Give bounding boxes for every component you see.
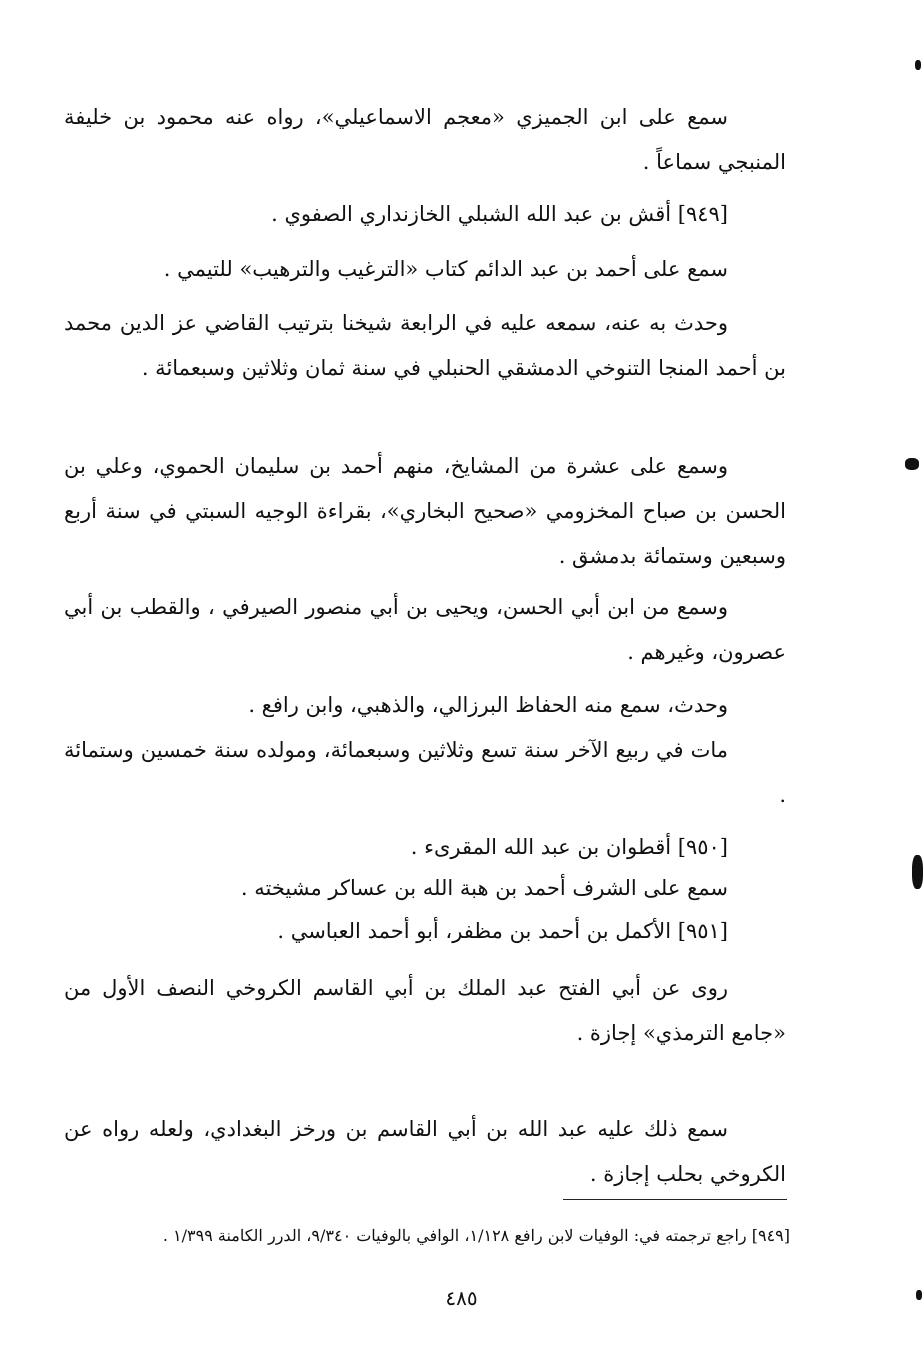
scan-speck (916, 1290, 922, 1300)
scan-speck (905, 458, 919, 470)
paragraph-6: وحدث، سمع منه الحفاظ البرزالي، والذهبي، وابن رافع . (248, 693, 728, 717)
footnote: [٩٤٩] راجع ترجمته في: الوفيات لابن رافع ١/١٢٨، الوافي بالوفيات ٩/٣٤٠، الدرر الكامنة ١/٣٩٩ . (162, 1226, 790, 1245)
page-number: ٤٨٥ (445, 1286, 478, 1310)
paragraph-5: وسمع من ابن أبي الحسن، ويحيى بن أبي منصور الصيرفي ، والقطب بن أبي عصرون، وغيرهم . (64, 595, 786, 664)
entry-951-heading: [٩٥١] الأكمل بن أحمد بن مظفر، أبو أحمد العباسي . (277, 919, 728, 943)
entry-949-heading: [٩٤٩] أقش بن عبد الله الشبلي الخازنداري الصفوي . (271, 202, 728, 226)
paragraph-1: سمع على ابن الجميزي «معجم الاسماعيلي»، رواه عنه محمود بن خليفة المنبجي سماعاً . (64, 105, 786, 174)
paragraph-8: سمع على الشرف أحمد بن هبة الله بن عساكر مشيخته . (240, 876, 728, 900)
paragraph-3: وحدث به عنه، سمعه عليه في الرابعة شيخنا بترتيب القاضي عز الدين محمد بن أحمد المنجا التنوخي الدمشقي الحنبلي في سنة ثمان وثلاثين وسبعمائة . (64, 311, 786, 380)
scan-speck (915, 60, 921, 70)
paragraph-7: مات في ربيع الآخر سنة تسع وثلاثين وسبعمائة، ومولده سنة خمسين وستمائة . (64, 738, 786, 807)
paragraph-9: روى عن أبي الفتح عبد الملك بن أبي القاسم الكروخي النصف الأول من «جامع الترمذي» إجازة . (64, 976, 786, 1045)
paragraph-4: وسمع على عشرة من المشايخ، منهم أحمد بن سليمان الحموي، وعلي بن الحسن بن صباح المخزومي «صحيح البخاري»، بقراءة الوجيه السبتي في سنة أربع وسبعين وستمائة بدمشق . (64, 454, 786, 568)
entry-950-heading: [٩٥٠] أقطوان بن عبد الله المقرىء . (410, 835, 728, 859)
paragraph-10: سمع ذلك عليه عبد الله بن أبي القاسم بن ورخز البغدادي، ولعله رواه عن الكروخي بحلب إجازة . (64, 1117, 786, 1186)
footnote-divider (563, 1199, 787, 1200)
scan-speck (912, 855, 923, 889)
paragraph-2: سمع على أحمد بن عبد الدائم كتاب «الترغيب والترهيب» للتيمي . (163, 257, 728, 281)
